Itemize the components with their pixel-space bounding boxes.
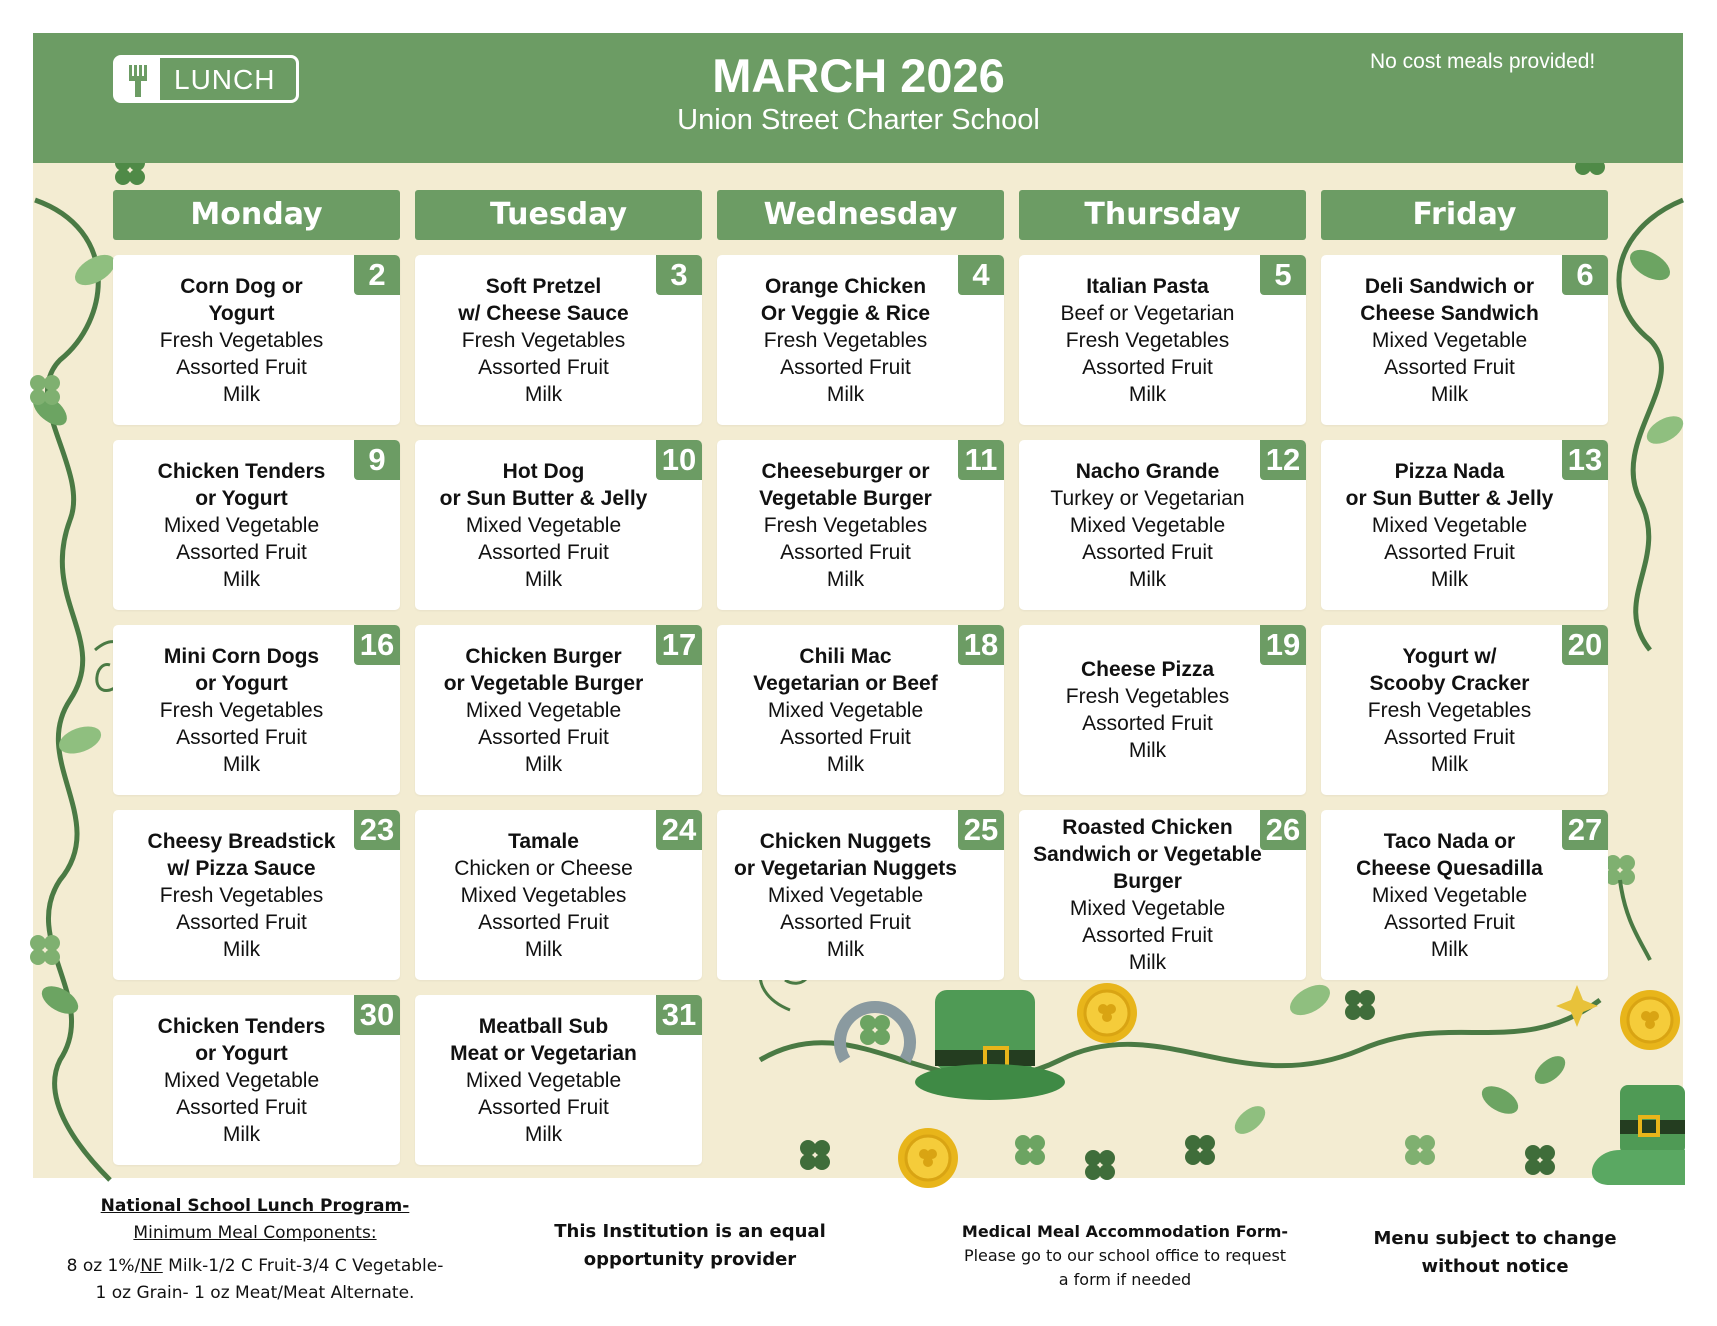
entree-line: Pizza Nada	[1394, 459, 1505, 483]
menu-items	[717, 810, 974, 980]
menu-day-cell	[717, 255, 1004, 425]
menu-day-cell	[415, 625, 702, 795]
leaf-icon	[37, 980, 83, 1019]
entree-line: Chicken Tenders	[157, 1014, 326, 1038]
side-line: Assorted Fruit	[478, 355, 609, 379]
side-line: Milk	[1128, 739, 1167, 762]
menu-day-cell	[113, 995, 400, 1165]
leaf-icon	[1625, 244, 1675, 287]
program-info	[40, 1193, 470, 1307]
menu-day-cell	[1019, 625, 1306, 795]
side-line: Milk	[222, 1122, 261, 1146]
side-line: Mixed Vegetables	[460, 883, 627, 907]
equal-opportunity-note: This Institution is an equal opportunity provider	[554, 1221, 826, 1270]
entree-line: Or Veggie & Rice	[760, 301, 931, 325]
entree-line: or Yogurt	[195, 671, 288, 695]
day-header-thursday: Thursday	[1019, 190, 1306, 240]
shamrock-icon	[1085, 1150, 1115, 1180]
date-badge: 18	[958, 625, 1004, 665]
side-line: Milk	[826, 937, 865, 961]
side-line: Assorted Fruit	[176, 540, 307, 564]
side-line: Milk	[524, 752, 563, 776]
menu-items	[1321, 255, 1578, 425]
side-line: Assorted Fruit	[1384, 725, 1515, 749]
entree-line: or Sun Butter & Jelly	[439, 486, 648, 510]
menu-items	[113, 625, 370, 795]
leprechaun-boot-icon	[1592, 1085, 1685, 1185]
leaf-icon	[1477, 1080, 1523, 1119]
side-line: Mixed Vegetable	[465, 698, 622, 722]
entree-line: Cheeseburger or	[761, 459, 930, 483]
program-subtitle: Minimum Meal Components:	[133, 1223, 377, 1243]
date-badge: 13	[1562, 440, 1608, 480]
side-line: Mixed Vegetable	[1371, 883, 1528, 907]
side-line: Assorted Fruit	[780, 725, 911, 749]
side-line: Mixed Vegetable	[1371, 513, 1528, 537]
side-line: Milk	[1430, 752, 1469, 776]
menu-items	[113, 440, 370, 610]
side-line: Assorted Fruit	[780, 355, 911, 379]
shamrock-icon	[800, 1140, 830, 1170]
entree-line: Meat or Vegetarian	[450, 1041, 637, 1065]
shamrock-icon	[860, 1015, 890, 1045]
entree-line: Soft Pretzel	[485, 274, 602, 298]
menu-day-cell	[415, 440, 702, 610]
date-badge: 17	[656, 625, 702, 665]
date-badge: 6	[1562, 255, 1608, 295]
shamrock-icon	[1015, 1135, 1045, 1165]
date-badge: 20	[1562, 625, 1608, 665]
menu-day-cell	[717, 810, 1004, 980]
side-line: Assorted Fruit	[1384, 540, 1515, 564]
side-line: Milk	[1430, 382, 1469, 406]
menu-items	[1019, 810, 1276, 980]
entree-line: Burger	[1113, 870, 1182, 893]
side-line: Fresh Vegetables	[159, 698, 324, 722]
menu-items	[113, 810, 370, 980]
side-line: Milk	[826, 382, 865, 406]
menu-day-cell	[113, 625, 400, 795]
side-line: Milk	[826, 567, 865, 591]
day-header-tuesday: Tuesday	[415, 190, 702, 240]
menu-day-cell	[113, 440, 400, 610]
side-line: Fresh Vegetables	[1367, 698, 1532, 722]
side-line: Assorted Fruit	[176, 1095, 307, 1119]
entree-line: or Vegetable Burger	[443, 671, 644, 695]
side-line: Assorted Fruit	[1082, 540, 1213, 564]
leaf-icon	[1530, 1051, 1570, 1089]
entree-line: Taco Nada or	[1383, 829, 1516, 853]
entree-line: Mini Corn Dogs	[163, 644, 320, 668]
menu-day-cell	[1019, 255, 1306, 425]
entree-line: Cheese Pizza	[1080, 658, 1215, 681]
menu-items	[113, 255, 370, 425]
logo-label: LUNCH	[174, 64, 276, 95]
date-badge: 16	[354, 625, 400, 665]
shamrock-icon	[1345, 990, 1375, 1020]
entree-line: Vegetarian or Beef	[753, 671, 938, 695]
side-line: Assorted Fruit	[478, 910, 609, 934]
date-badge: 19	[1260, 625, 1306, 665]
components-line-1: 8 oz 1%/NF Milk-1/2 C Fruit-3/4 C Vegetable-	[66, 1256, 444, 1276]
side-line: Assorted Fruit	[176, 910, 307, 934]
date-badge: 31	[656, 995, 702, 1035]
shamrock-icon	[1405, 1135, 1435, 1165]
side-line: Assorted Fruit	[1384, 355, 1515, 379]
menu-day-cell	[415, 810, 702, 980]
gold-coin-icon	[1077, 983, 1137, 1043]
side-line: Milk	[222, 567, 261, 591]
no-cost-note: No cost meals provided!	[1370, 50, 1596, 73]
side-line: Milk	[1128, 382, 1167, 406]
side-line: Mixed Vegetable	[163, 513, 320, 537]
menu-items	[1019, 440, 1276, 610]
side-line: Assorted Fruit	[1082, 355, 1213, 379]
menu-items	[1019, 255, 1276, 425]
side-line: Turkey or Vegetarian	[1050, 486, 1245, 510]
school-name: Union Street Charter School	[677, 104, 1040, 136]
shamrock-icon	[30, 935, 60, 965]
date-badge: 2	[354, 255, 400, 295]
entree-line: Vegetable Burger	[759, 486, 932, 510]
side-line: Milk	[524, 937, 563, 961]
entree-line: Corn Dog or	[180, 274, 303, 298]
side-line: Fresh Vegetables	[159, 883, 324, 907]
entree-line: Cheese Quesadilla	[1356, 856, 1543, 880]
date-badge: 4	[958, 255, 1004, 295]
leaf-icon	[1285, 979, 1335, 1022]
shamrock-icon	[1185, 1135, 1215, 1165]
day-header-wednesday: Wednesday	[717, 190, 1004, 240]
entree-line: Orange Chicken	[764, 274, 927, 298]
side-line: Milk	[222, 752, 261, 776]
entree-line: Chicken Nuggets	[759, 829, 932, 853]
side-line: Beef or Vegetarian	[1060, 301, 1235, 325]
menu-day-cell	[1321, 625, 1608, 795]
menu-day-cell	[415, 995, 702, 1165]
date-badge: 3	[656, 255, 702, 295]
side-line: Milk	[222, 937, 261, 961]
side-line: Milk	[1430, 567, 1469, 591]
side-line: Milk	[826, 752, 865, 776]
date-badge: 9	[354, 440, 400, 480]
date-badge: 5	[1260, 255, 1306, 295]
menu-day-cell	[1321, 440, 1608, 610]
date-badge: 25	[958, 810, 1004, 850]
gold-coin-icon	[898, 1128, 958, 1188]
left-vine	[35, 200, 110, 1180]
side-line: Mixed Vegetable	[1069, 897, 1226, 920]
side-line: Milk	[1128, 951, 1167, 974]
entree-line: Yogurt w/	[1402, 644, 1497, 668]
side-line: Mixed Vegetable	[1069, 513, 1226, 537]
entree-line: Tamale	[508, 829, 579, 853]
menu-items	[415, 255, 672, 425]
menu-items	[415, 810, 672, 980]
side-line: Milk	[1430, 937, 1469, 961]
menu-day-cell	[1321, 810, 1608, 980]
side-line: Milk	[222, 382, 261, 406]
date-badge: 27	[1562, 810, 1608, 850]
side-line: Chicken or Cheese	[454, 856, 633, 880]
side-line: Assorted Fruit	[176, 725, 307, 749]
side-line: Fresh Vegetables	[1065, 685, 1230, 708]
date-badge: 30	[354, 995, 400, 1035]
entree-line: w/ Cheese Sauce	[458, 301, 629, 325]
menu-day-cell	[113, 255, 400, 425]
entree-line: Hot Dog	[502, 459, 585, 483]
menu-change-note: Menu subject to change without notice	[1373, 1228, 1617, 1277]
menu-day-cell	[1019, 810, 1306, 980]
date-badge: 23	[354, 810, 400, 850]
menu-items	[1321, 810, 1578, 980]
side-line: Mixed Vegetable	[465, 513, 622, 537]
menu-items	[717, 255, 974, 425]
side-line: Fresh Vegetables	[461, 328, 626, 352]
menu-items	[415, 995, 672, 1165]
side-line: Assorted Fruit	[478, 725, 609, 749]
date-badge: 24	[656, 810, 702, 850]
side-line: Milk	[524, 1122, 563, 1146]
side-line: Fresh Vegetables	[1065, 328, 1230, 352]
side-line: Fresh Vegetables	[159, 328, 324, 352]
menu-items	[1019, 625, 1276, 795]
entree-line: Roasted Chicken	[1062, 816, 1233, 839]
date-badge: 10	[656, 440, 702, 480]
side-line: Mixed Vegetable	[163, 1068, 320, 1092]
entree-line: Scooby Cracker	[1369, 671, 1530, 695]
side-line: Assorted Fruit	[176, 355, 307, 379]
side-line: Assorted Fruit	[780, 540, 911, 564]
medical-accommodation-note: Medical Meal Accommodation Form- Please go to our school office to request a form if needed	[961, 1222, 1289, 1289]
entree-line: Chili Mac	[799, 644, 892, 668]
menu-day-cell	[717, 625, 1004, 795]
date-badge: 26	[1260, 810, 1306, 850]
entree-line: or Yogurt	[195, 1041, 288, 1065]
entree-line: Nacho Grande	[1075, 459, 1220, 483]
leaf-icon	[55, 721, 105, 759]
menu-day-cell	[113, 810, 400, 980]
side-line: Mixed Vegetable	[465, 1068, 622, 1092]
entree-line: or Sun Butter & Jelly	[1345, 486, 1554, 510]
entree-line: Italian Pasta	[1086, 274, 1209, 298]
side-line: Milk	[1128, 567, 1167, 591]
side-line: Fresh Vegetables	[763, 328, 928, 352]
menu-items	[1321, 625, 1578, 795]
entree-line: Cheesy Breadstick	[147, 829, 336, 853]
side-line: Assorted Fruit	[1082, 924, 1213, 947]
leaf-icon	[1230, 1101, 1270, 1139]
day-header-monday: Monday	[113, 190, 400, 240]
program-title: National School Lunch Program-	[100, 1196, 410, 1216]
entree-line: or Yogurt	[195, 486, 288, 510]
side-line: Milk	[524, 567, 563, 591]
side-line: Assorted Fruit	[478, 540, 609, 564]
entree-line: Chicken Tenders	[157, 459, 326, 483]
menu-items	[113, 995, 370, 1165]
entree-line: or Vegetarian Nuggets	[734, 856, 957, 880]
entree-line: Meatball Sub	[478, 1014, 609, 1038]
side-line: Assorted Fruit	[1082, 712, 1213, 735]
entree-line: Sandwich or Vegetable	[1033, 843, 1262, 866]
side-line: Assorted Fruit	[780, 910, 911, 934]
page-title: MARCH 2026	[712, 49, 1005, 102]
entree-line: Deli Sandwich or	[1364, 274, 1535, 298]
menu-day-cell	[1321, 255, 1608, 425]
side-line: Mixed Vegetable	[767, 698, 924, 722]
entree-line: Cheese Sandwich	[1360, 301, 1539, 325]
side-line: Milk	[524, 382, 563, 406]
menu-items	[415, 440, 672, 610]
components-line-2: 1 oz Grain- 1 oz Meat/Meat Alternate.	[95, 1283, 415, 1303]
menu-items	[415, 625, 672, 795]
menu-items	[1321, 440, 1578, 610]
date-badge: 11	[958, 440, 1004, 480]
entree-line: w/ Pizza Sauce	[167, 856, 316, 880]
menu-day-cell	[1019, 440, 1306, 610]
entree-line: Chicken Burger	[465, 644, 622, 668]
side-line: Mixed Vegetable	[1371, 328, 1528, 352]
menu-day-cell	[415, 255, 702, 425]
entree-line: Yogurt	[208, 301, 275, 325]
menu-items	[717, 440, 974, 610]
side-line: Fresh Vegetables	[763, 513, 928, 537]
shamrock-icon	[1525, 1145, 1555, 1175]
leprechaun-hat-icon	[915, 990, 1065, 1100]
menu-day-cell	[717, 440, 1004, 610]
day-header-friday: Friday	[1321, 190, 1608, 240]
menu-items	[717, 625, 974, 795]
gold-coin-icon	[1620, 990, 1680, 1050]
date-badge: 12	[1260, 440, 1306, 480]
side-line: Assorted Fruit	[478, 1095, 609, 1119]
side-line: Assorted Fruit	[1384, 910, 1515, 934]
side-line: Mixed Vegetable	[767, 883, 924, 907]
